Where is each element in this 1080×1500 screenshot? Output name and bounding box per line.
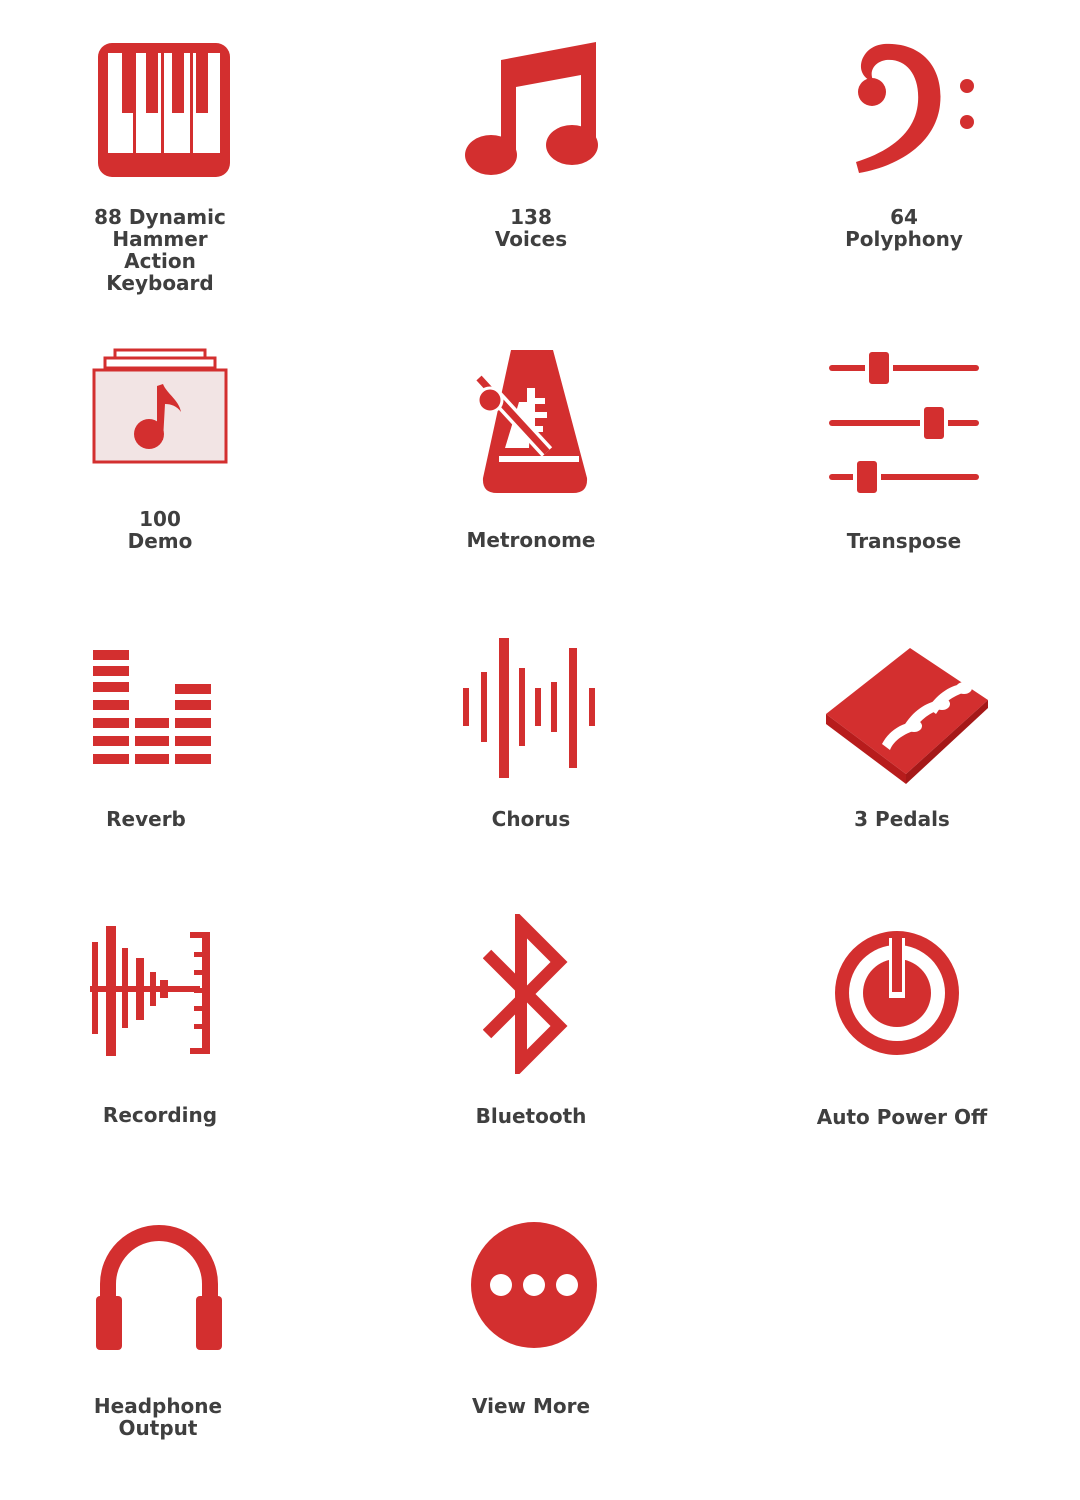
feature-label: Auto Power Off — [816, 1105, 988, 1129]
demo-folder-icon — [91, 348, 231, 468]
pedals-icon — [824, 646, 994, 786]
recording-icon — [90, 922, 220, 1062]
feature-pedals — [752, 638, 1052, 838]
feature-recording — [10, 920, 310, 1130]
equalizer-icon — [91, 648, 221, 788]
feature-label: Recording — [102, 1103, 218, 1127]
feature-chorus — [381, 638, 681, 838]
more-dots-icon[interactable] — [469, 1220, 599, 1350]
feature-reverb — [0, 638, 296, 838]
feature-label: 64 Polyphony — [845, 205, 963, 251]
sound-wave-icon — [463, 638, 603, 782]
feature-label: 100 Demo — [127, 507, 193, 553]
piano-keyboard-icon — [95, 40, 235, 180]
feature-polyphony — [754, 40, 1054, 250]
headphones-icon — [94, 1218, 224, 1354]
feature-label: 138 Voices — [494, 205, 568, 251]
bass-clef-icon — [844, 40, 984, 180]
feature-label: Headphone Output — [93, 1394, 223, 1440]
feature-label: Reverb — [106, 807, 186, 831]
feature-label: 88 Dynamic Hammer Action Keyboard — [94, 205, 226, 295]
feature-transpose — [754, 348, 1054, 558]
power-icon — [832, 928, 962, 1058]
feature-label: Chorus — [491, 807, 571, 831]
feature-label: 3 Pedals — [854, 807, 950, 831]
feature-label: Transpose — [846, 529, 962, 553]
feature-metronome — [381, 348, 681, 558]
feature-voices — [381, 40, 681, 250]
feature-keyboard — [10, 40, 310, 310]
bluetooth-icon — [483, 914, 583, 1074]
feature-label: Metronome — [466, 528, 596, 552]
sliders-icon — [827, 348, 987, 498]
feature-power — [752, 920, 1052, 1130]
feature-label: Bluetooth — [475, 1104, 587, 1128]
feature-view-more[interactable] — [381, 1218, 681, 1448]
view-more-label[interactable]: View More — [471, 1394, 591, 1418]
feature-headphone — [8, 1218, 308, 1448]
metronome-icon — [465, 348, 605, 498]
music-note-icon — [461, 40, 601, 180]
feature-bluetooth — [381, 910, 681, 1130]
feature-demo — [10, 348, 310, 558]
